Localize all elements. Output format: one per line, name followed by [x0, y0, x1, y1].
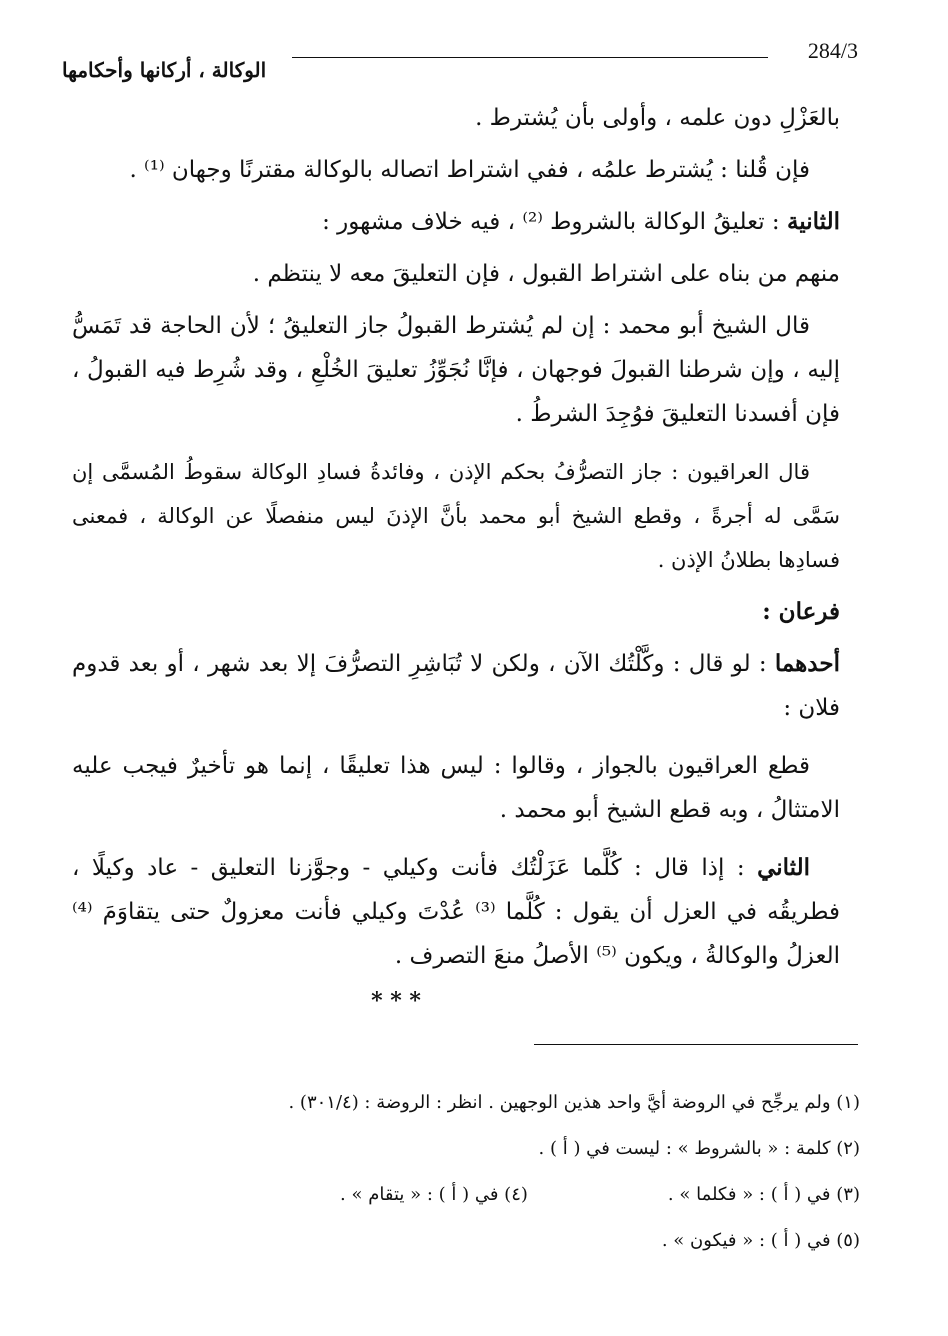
- paragraph-6: قال العراقيون : جاز التصرُّفُ بحكم الإذن ، وفائدةُ فسادِ الوكالة سقوطُ المُسمَّى إن سَمَّى له أجرةً ، وقطع الشيخ أبو محمد بأنَّ الإذنَ ليس منفصلًا عن الوكالة ، فمعنى فسادِها بطلانُ الإذن .: [72, 460, 840, 572]
- paragraph-3-text: : تعليقُ الوكالة بالشروط ⁽²⁾ ، فيه خلاف مشهور :: [322, 209, 787, 235]
- running-head: الوكالة ، أركانها وأحكامها: [62, 58, 267, 82]
- footnote-2: (٢) كلمة : « بالشروط » : ليست في ( أ ) .: [538, 1138, 860, 1159]
- paragraph-5: قال الشيخ أبو محمد : إن لم يُشترط القبولُ جاز التعليقُ ؛ لأن الحاجة قد تَمَسُّ إليه ، وإن شرطنا القبولَ فوجهان ، فإنَّا نُجَوِّزُ تعليقَ الخُلْعِ ، وقد شُرِط فيه القبولُ ، فإن أفسدنا التعليقَ فوُجِدَ الشرطُ .: [72, 313, 840, 427]
- subheading-faraan: فرعان :: [762, 598, 840, 625]
- paragraph-3: [72, 200, 840, 244]
- page-header: [62, 30, 858, 82]
- footnote-1: (١) ولم يرجِّح في الروضة أيَّ واحد هذين الوجهين . انظر : الروضة : (٣٠١/٤) .: [288, 1092, 860, 1113]
- paragraph-10-lead: الثاني: [757, 854, 810, 881]
- paragraph-8-text: : لو قال : وكَّلْتُك الآن ، ولكن لا تُبَاشِرِ التصرُّفَ إلا بعد شهر ، أو بعد قدوم فلان :: [72, 651, 840, 721]
- footnote-rule: [534, 1044, 858, 1045]
- paragraph-2: فإن قُلنا : يُشترط علمُه ، ففي اشتراط اتصاله بالوكالة مقترنًا وجهان ⁽¹⁾ .: [129, 157, 810, 183]
- footnote-4: (٤) في ( أ ) : « يتقام » .: [340, 1184, 528, 1205]
- paragraph-9: قطع العراقيون بالجواز ، وقالوا : ليس هذا تعليقًا ، إنما هو تأخيرٌ فيجب عليه الامتثالُ ، وبه قطع الشيخ أبو محمد .: [72, 753, 840, 823]
- footnote-3: (٣) في ( أ ) : « فكلما » .: [667, 1184, 860, 1205]
- paragraph-4: منهم من بناه على اشتراط القبول ، فإن التعليقَ معه لا ينتظم .: [252, 261, 840, 287]
- paragraph-10-text: : إذا قال : كُلَّما عَزَلْتُك فأنت وكيلي - وجوَّزنا التعليق - عاد وكيلًا ، فطريقُه في العزل أن يقول : كُلَّما ⁽³⁾ عُدْتَ وكيلي فأنت معزولٌ حتى يتقاوَمَ ⁽⁴⁾ العزلُ والوكالةُ ، ويكون ⁽⁵⁾ الأصلُ منعَ التصرف .: [72, 855, 840, 969]
- paragraph-8-lead: أحدهما: [774, 650, 840, 677]
- section-separator: * * *: [371, 988, 421, 1014]
- footnotes: [220, 1080, 860, 1264]
- paragraph-3-lead: الثانية: [786, 208, 840, 235]
- header-rule: [292, 57, 768, 58]
- paragraph-7-heading: [72, 590, 840, 634]
- paragraph-10: [72, 846, 840, 978]
- page-number: 284/3: [807, 38, 858, 63]
- main-text: [72, 96, 840, 1016]
- paragraph-8: [72, 642, 840, 730]
- footnote-row-3-4: [220, 1172, 860, 1218]
- paragraph-1: بالعَزْلِ دون علمه ، وأولى بأن يُشترط .: [475, 105, 840, 131]
- footnote-5: (٥) في ( أ ) : « فيكون » .: [661, 1230, 860, 1251]
